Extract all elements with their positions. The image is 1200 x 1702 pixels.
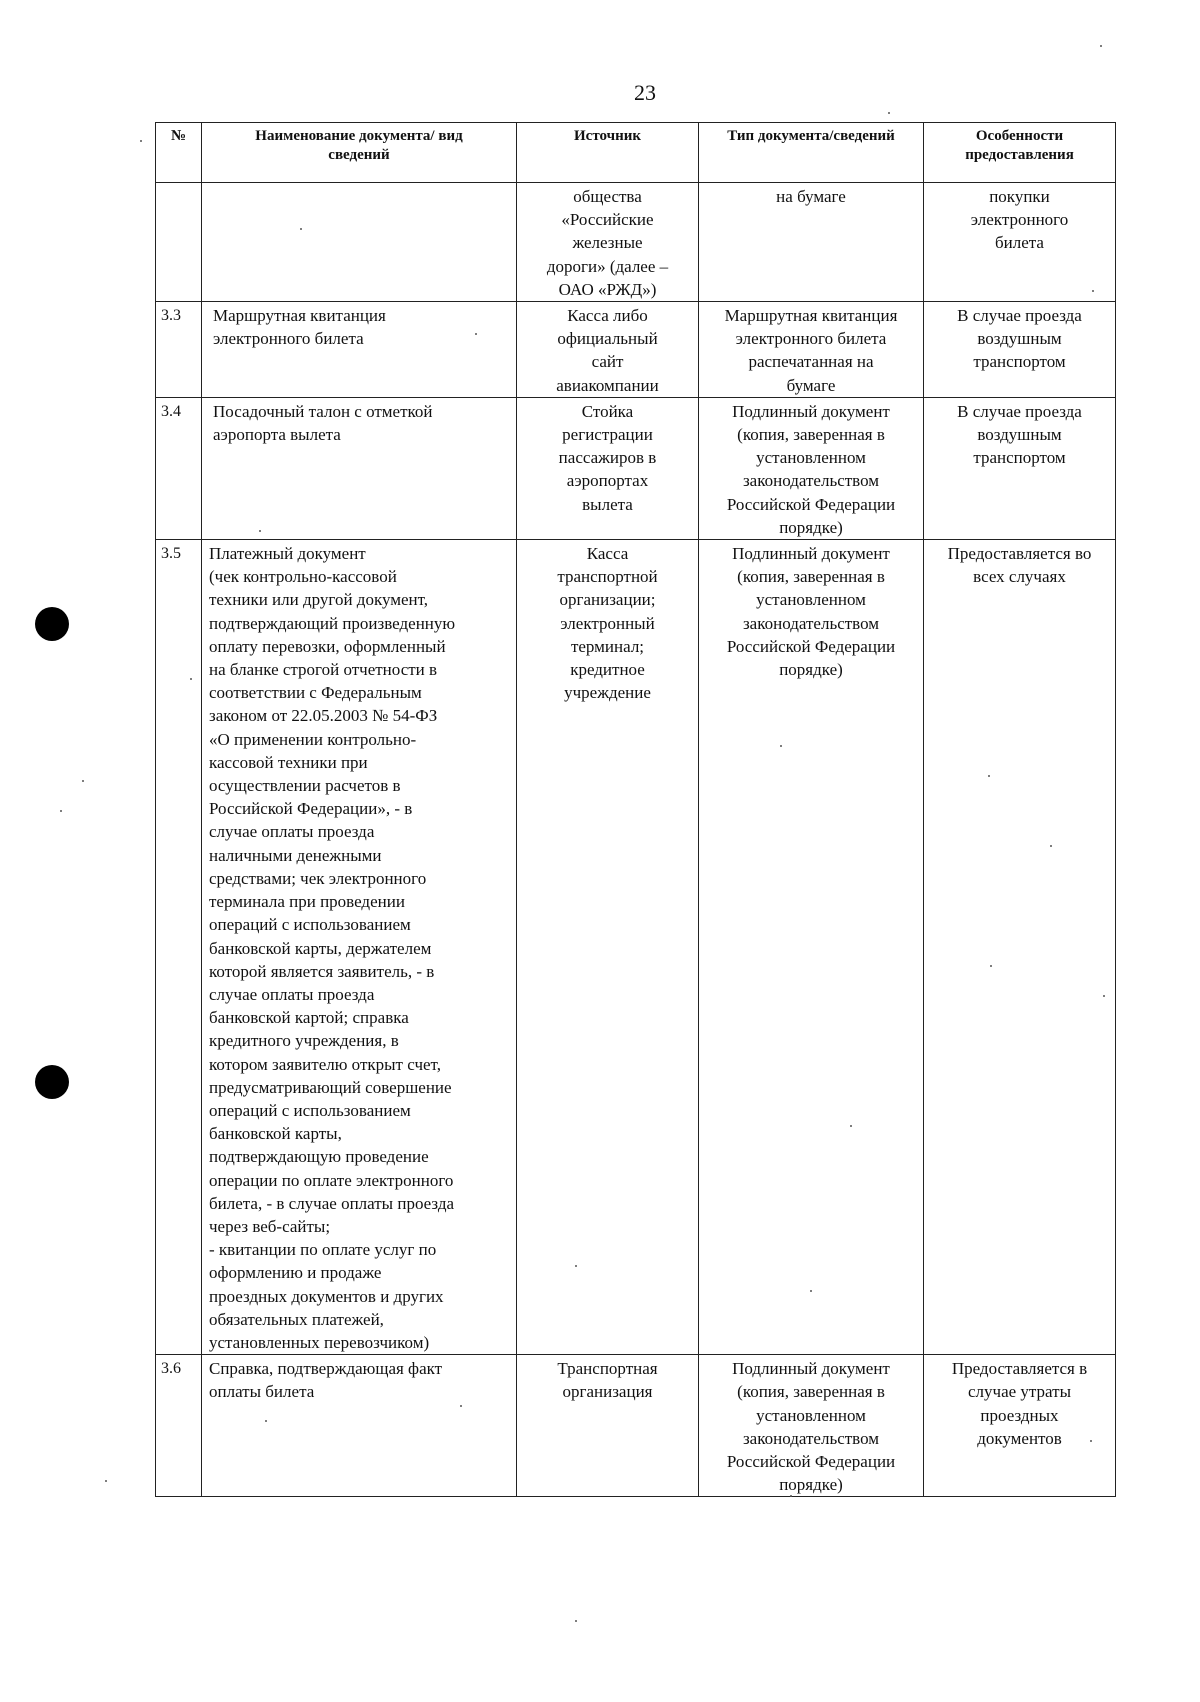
row-number [156, 183, 202, 302]
header-features: Особенности предоставления [924, 123, 1116, 183]
punch-hole [35, 1065, 69, 1099]
table-header-row [156, 123, 1116, 183]
row-document-name: Платежный документ (чек контрольно-кассовой техники или другой документ, подтверждающий произведенную оплату перевозки, оформленный на бланке строгой отчетности в соответствии с Федеральным законом от 22.05.2003 № 54-ФЗ «О применении контрольно- кассовой техники при осуществлении расчетов в Российской Федерации», - в случае оплаты проезда наличными денежными средствами; чек электронного терминала при проведении операций с использованием банковской карты, держателем которой является заявитель, - в случае оплаты проезда банковской картой; справка кредитного учреждения, в котором заявителю открыт счет, предусматривающий совершение операций с использованием банковской карты, подтверждающую проведение операции по оплате электронного билета, - в случае оплаты проезда через веб-сайты; - квитанции по оплате услуг по оформлению и продаже проездных документов и других обязательных платежей, установленных перевозчиком) [202, 540, 517, 1355]
table-row [156, 183, 1116, 302]
row-features: покупки электронного билета [924, 183, 1116, 302]
row-number: 3.4 [156, 397, 202, 539]
row-source: Касса транспортной организации; электронный терминал; кредитное учреждение [517, 540, 699, 1355]
row-document-name [202, 183, 517, 302]
row-document-type: Подлинный документ (копия, заверенная в установленном законодательством Российской Федерации порядке) [699, 397, 924, 539]
row-document-type: на бумаге [699, 183, 924, 302]
row-features: Предоставляется во всех случаях [924, 540, 1116, 1355]
documents-table [155, 122, 1116, 1497]
header-num: № [156, 123, 202, 183]
row-document-type: Маршрутная квитанция электронного билета распечатанная на бумаге [699, 302, 924, 398]
table-row [156, 302, 1116, 398]
row-number: 3.6 [156, 1355, 202, 1497]
row-source: Стойка регистрации пассажиров в аэропортах вылета [517, 397, 699, 539]
row-source: Транспортная организация [517, 1355, 699, 1497]
table-row [156, 1355, 1116, 1497]
row-source: Касса либо официальный сайт авиакомпании [517, 302, 699, 398]
row-document-name: Справка, подтверждающая факт оплаты билета [202, 1355, 517, 1497]
row-number: 3.5 [156, 540, 202, 1355]
header-document-name: Наименование документа/ вид сведений [202, 123, 517, 183]
punch-hole [35, 607, 69, 641]
header-source: Источник [517, 123, 699, 183]
header-document-type: Тип документа/сведений [699, 123, 924, 183]
row-document-name: Посадочный талон с отметкой аэропорта вылета [202, 397, 517, 539]
table-row [156, 540, 1116, 1355]
row-document-type: Подлинный документ (копия, заверенная в установленном законодательством Российской Федерации порядке) [699, 540, 924, 1355]
row-source: общества «Российские железные дороги» (далее – ОАО «РЖД») [517, 183, 699, 302]
row-document-name: Маршрутная квитанция электронного билета [202, 302, 517, 398]
row-features: В случае проезда воздушным транспортом [924, 302, 1116, 398]
row-number: 3.3 [156, 302, 202, 398]
row-features: В случае проезда воздушным транспортом [924, 397, 1116, 539]
row-features: Предоставляется в случае утраты проездных документов [924, 1355, 1116, 1497]
row-document-type: Подлинный документ (копия, заверенная в установленном законодательством Российской Федерации порядке) [699, 1355, 924, 1497]
table-row [156, 397, 1116, 539]
page-number: 23 [634, 80, 656, 105]
